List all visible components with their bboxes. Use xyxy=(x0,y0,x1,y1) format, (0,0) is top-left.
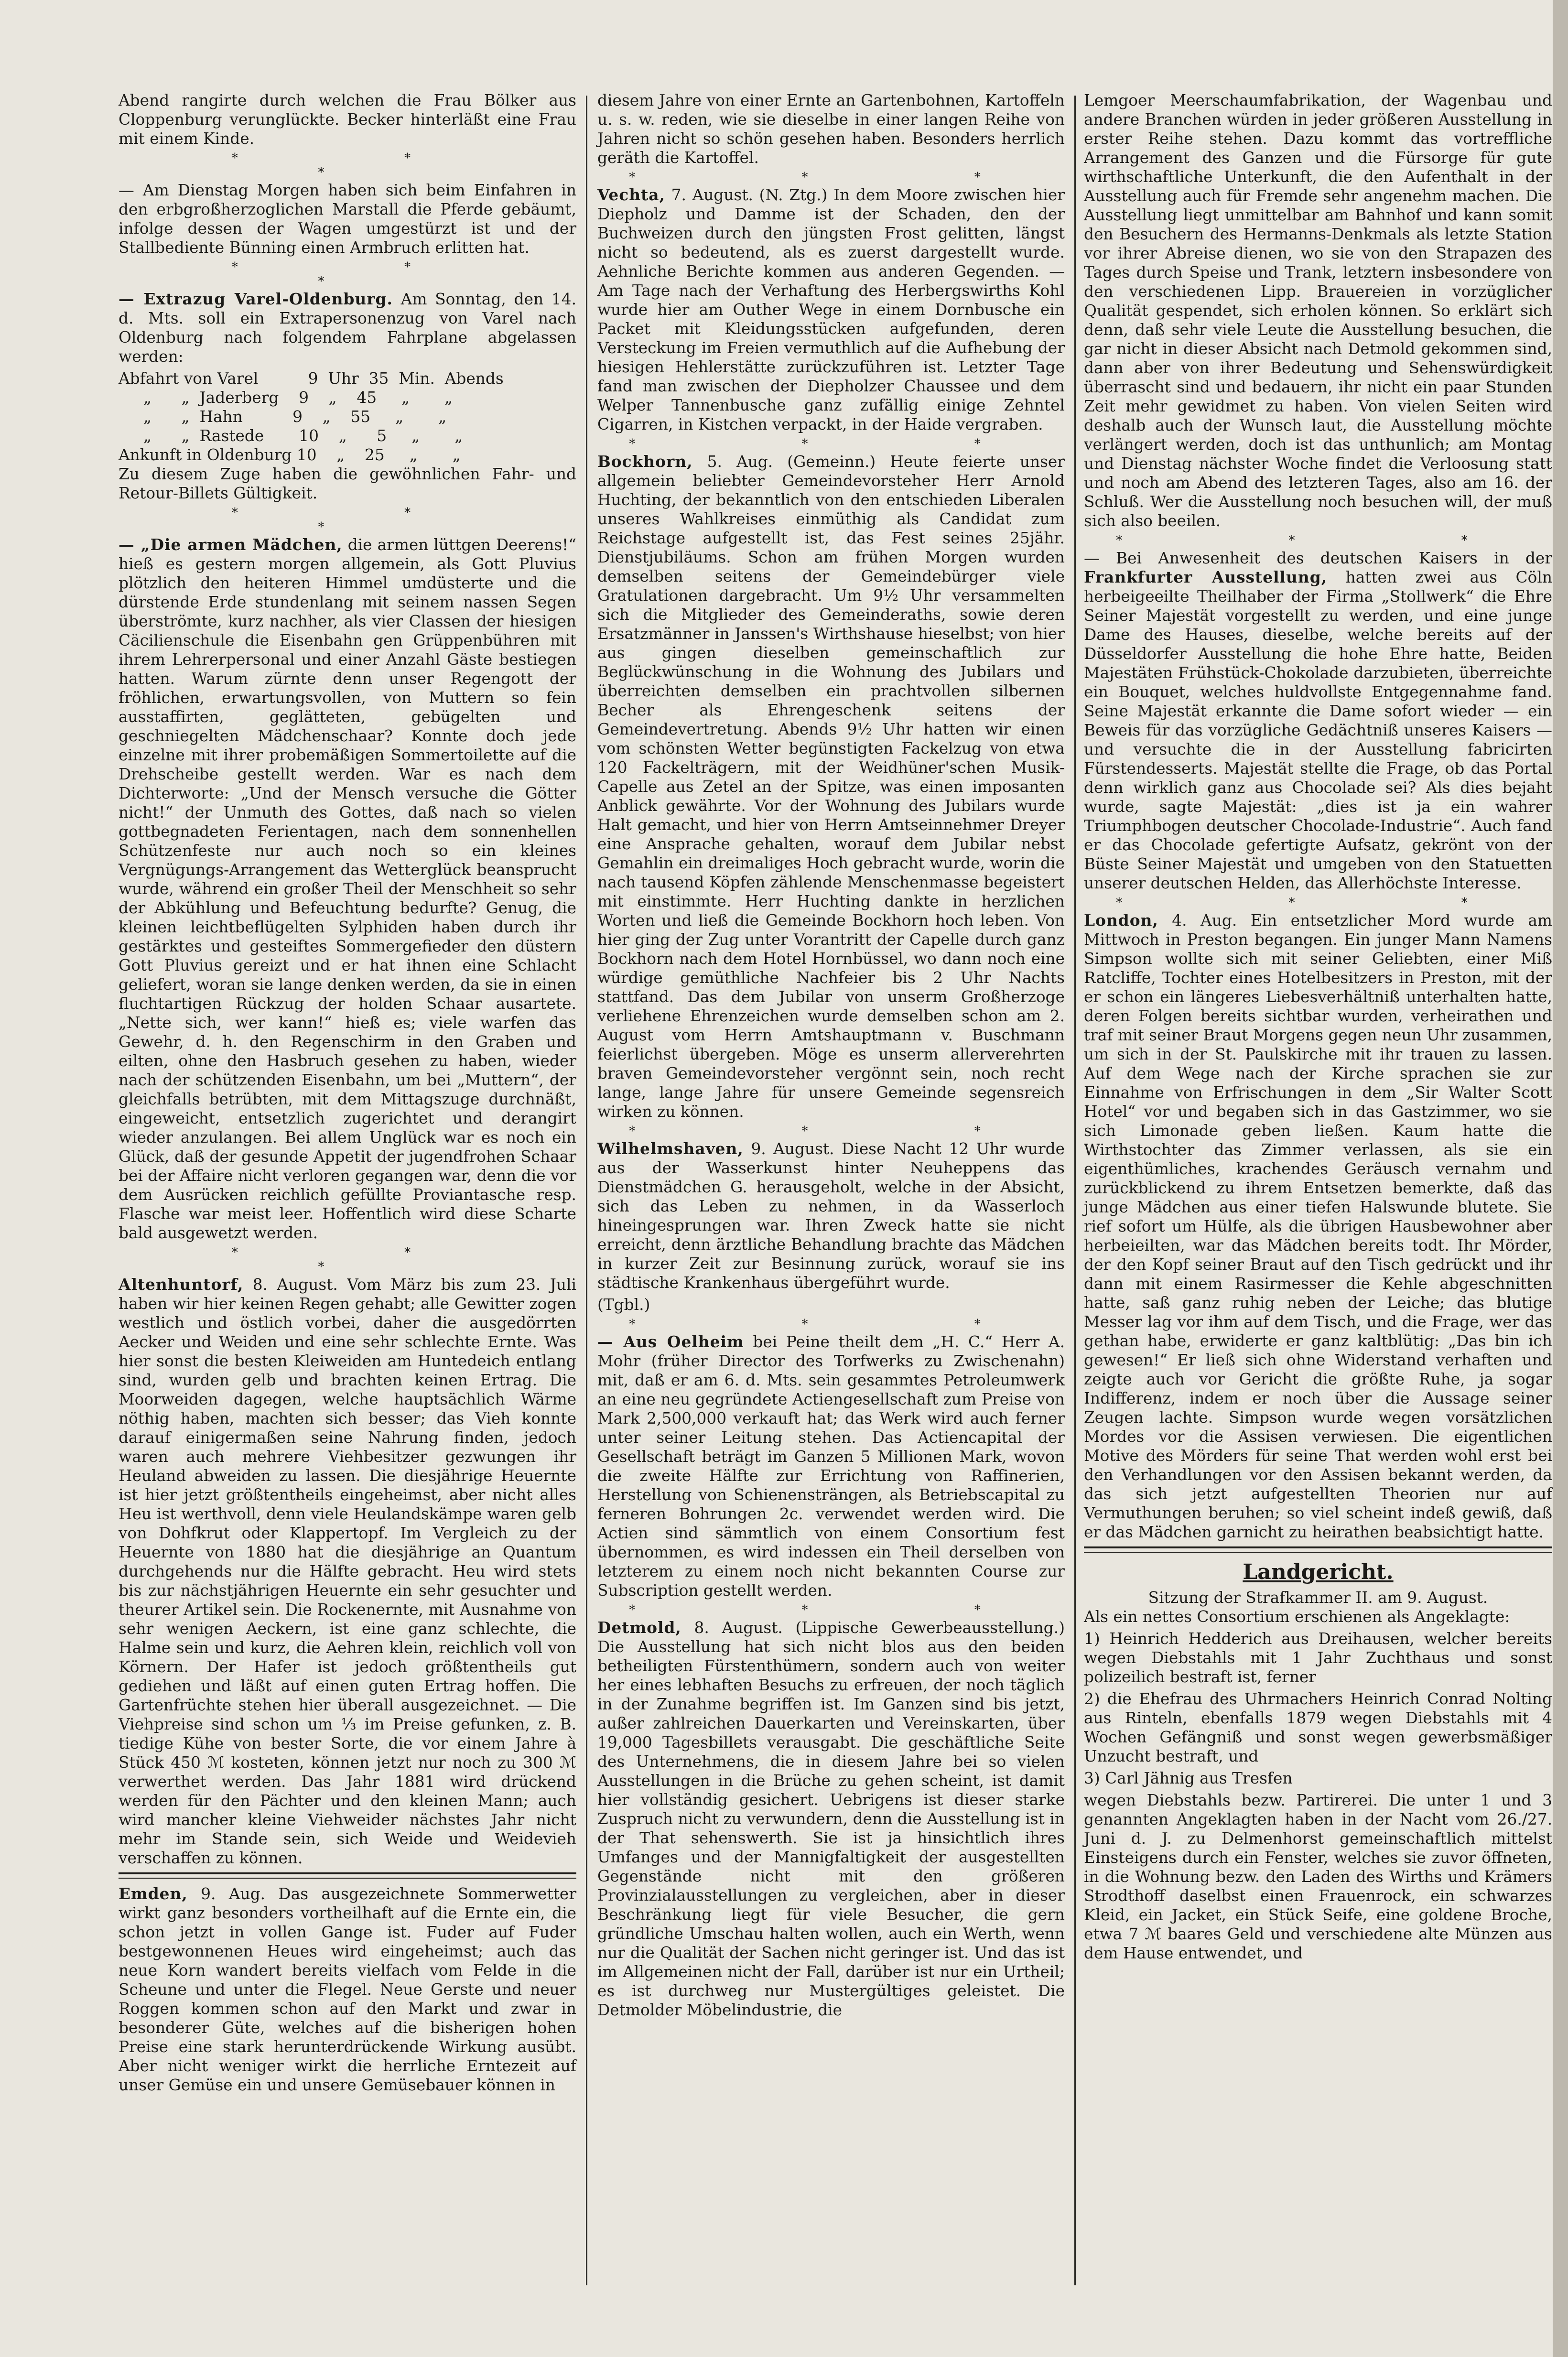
article-extrazug xyxy=(119,290,576,366)
schedule-row: Ankunft in Oldenburg 10 „ 25 „ „ xyxy=(119,446,461,464)
separator-stars: * * * xyxy=(629,1124,1062,1138)
article-body: 8. August. Vom März bis zum 23. Juli haben wir hier keinen Regen gehabt; alle Gewitter zogen westlich und östlich vorbei, daher die ausgedörrten Aecker und Weiden und eine sehr schlechte Ernte. Was hier sonst die besten Kleiweiden am Huntedeich entlang sind, wurden gelb und brachten keinen Ertrag. Die Moorweiden dagegen, welche hauptsächlich Wärme nöthig haben, machten sich besser; das Vieh konnte darauf einigermaßen seine Nahrung finden, jedoch waren auch mehrere Viehbesitzer gezwungen ihr Heuland abweiden zu lassen. Die diesjährige Heuernte ist hier jetzt größtentheils eingeheimst, aber nicht alles Heu ist werthvoll, denn viele Heulandskämpe waren gelb von Dohfkrut oder Klappertopf. Im Vergleich zu der Heuernte von 1880 hat die diesjährige an Quantum durchgehends nur die Hälfte gebracht. Heu wird stets bis zur nächstjährigen Heuernte ein sehr gesuchter und theurer Artikel sein. Die Rockenernte, mit Ausnahme von sehr wenigen Aeckern, ist eine ganz schlechte, die Halme sein und kurz, die Aehren klein, reichlich voll von Körnern. Der Hafer ist jedoch größtentheils gut gediehen und läßt auf einen guten Ertrag hoffen. Die Gartenfrüchte stehen hier überall ausgezeichnet. — Die Viehpreise sind schon um ⅓ im Preise gefunken, z. B. tiedige Kühe von bester Sorte, die vor einem Jahre à Stück 450 ℳ kosteten, können jetzt nur noch zu 300 ℳ verwerthet werden. Das Jahr 1881 wird drückend werden für den Pächter und den kleinen Mann; auch wird mancher kleine Viehweider nächstes Jahr nicht mehr im Stande sein, sich Weide und Weidevieh verschaffen zu können. xyxy=(119,1276,576,1867)
article-heading: Detmold, xyxy=(597,1618,681,1637)
separator-stars: * * * xyxy=(231,1245,492,1274)
article-body: die armen lüttgen Deerens!“ hieß es gestern morgen allgemein, als Gott Pluvius plötzlich den heiteren Himmel umdüsterte und die dürstende Erde stundenlang mit seinem nassen Segen überströmte, kurz nachher, als vier Classen der hiesigen Cäcilienschule die Eisenbahn gen Grüppenbühren mit ihrem Lehrerpersonal und einer Anzahl Gäste bestiegen hatten. Warum zürnte denn unser Regengott der fröhlichen, erwartungsvollen, von Muttern so fein ausstaffirten, geglätteten, gebügelten und geschniegelten Mädchenschaar? Konnte doch jede einzelne mit ihrer probemäßigen Sommertoilette auf die Drehscheibe gestellt werden. War es nach dem Dichterworte: „Und der Mensch versuche die Götter nicht!“ der Unmuth des Gottes, daß nach so vielen gottbegnadeten Ferientagen, nach dem sonnenhellen Schützenfeste nur auch noch so ein kleines Vergnügungs-Arrangement das Wetterglück beansprucht wurde, während ein großer Theil der Menschheit so sehr der Abkühlung und Befeuchtung bedurfte? Genug, die kleinen leichtbeflügelten Sylphiden haben durch ihr gestärktes und gesteiftes Sommergefieder den düstern Gott Pluvius gereizt und er hat ihnen eine Schlacht geliefert, woran sie lange denken werden, da sie in einen fluchtartigen Rückzug der holden Schaar ausartete. „Nette sich, wer kann!“ hieß es; viele warfen das Gewehr, d. h. den Regenschirm in den Graben und eilten, ohne den Hasbruch gesehen zu haben, wieder nach der schützenden Eisenbahn, um bei „Muttern“, der gleichfalls betrübten, mit dem Mittagszuge durchnäßt, eingeweicht, entsetzlich zugerichtet und derangirt wieder anzulangen. Bei allem Unglück war es noch ein Glück, daß der gesunde Appetit der jugendfrohen Schaar bei der Affaire nicht verloren gegangen war, denn die vor dem Ausrücken reichlich gefüllte Proviantasche resp. Flasche war meist leer. Hoffentlich wird diese Scharte bald ausgewetzt werden. xyxy=(119,536,576,1242)
article-altenhuntorf xyxy=(119,1275,576,1868)
article-body: 9. August. Diese Nacht 12 Uhr wurde aus der Wasserkunst hinter Neuheppens das Dienstmädchen G. herausgeholt, welche in der Absicht, sich das Leben zu nehmen, in da Wasserloch hineingesprungen war. Ihren Zweck hatte sie nicht erreicht, denn ärztliche Behandlung brachte das Mädchen in kurzer Zeit zur Besinnung zurück, worauf sie ins städtische Krankenhaus übergeführt wurde. xyxy=(597,1140,1065,1292)
article-intro: — Bei Anwesenheit des deutschen Kaisers in der xyxy=(1084,549,1552,567)
article-body: hatten zwei aus Cöln herbeigeeilte Theilhaber der Firma „Stollwerk“ die Ehre Seiner Majestät vorgestellt zu werden, und eine junge Dame des Hauses, dieselbe, welche bereits auf der Düsseldorfer Ausstellung die hohe Ehre hatte, Beiden Majestäten Frühstück-Chokolade darzubieten, überreichte ein Bouquet, welches huldvollste Entgegennahme fand. Seine Majestät erkannte die Dame sofort wieder — ein Beweis für das vorzügliche Gedächtniß unseres Kaisers — und versuchte die in der Ausstellung fabricirten Fürstendesserts. Majestät stellte die Frage, ob das Portal denn wirklich ganz aus Chocolade sei? Als dies bejaht wurde, sagte Majestät: „dies ist ja ein wahrer Triumphbogen deutscher Chocolade-Industrie“. Auch fand er das Chocolade gefertigte Aufsatz, gekrönt von der Büste Seiner Majestät und umgeben von den Statuetten unserer deutschen Helden, das Allerhöchste Interesse. xyxy=(1084,568,1552,892)
page-edge xyxy=(1553,0,1568,2357)
article-london xyxy=(1084,911,1552,1542)
article-text: Zu diesem Zuge haben die gewöhnlichen Fahr- und Retour-Billets Gültigkeit. xyxy=(119,465,576,502)
article-heading: Wilhelmshaven, xyxy=(597,1139,744,1158)
article-heading: Vechta, xyxy=(597,185,665,204)
article-heading: — Extrazug Varel-Oldenburg. xyxy=(119,290,393,308)
article-frankfurt xyxy=(1084,549,1552,893)
column-1 xyxy=(119,91,576,2319)
article-body: 8. August. (Lippische Gewerbeausstellung.) Die Ausstellung hat sich nicht blos aus den beiden betheiligten Fürstenthümern, sondern auch von weiter her eines lebhaften Besuchs zu erfreuen, der noch täglich in der Zunahme begriffen ist. Im Ganzen sind bis jetzt, außer zahlreichen Dauerkarten und Vereinskarten, über 19,000 Tagesbillets verausgabt. Die geschäftliche Seite des Unternehmens, die in diesem Jahre bei so vielen Ausstellungen in die Brüche zu gehen scheint, ist damit hier vollständig gesichert. Uebrigens ist dieser starke Zuspruch nicht zu verwundern, denn die Ausstellung ist in der That sehenswerth. Sie ist ja hinsichtlich ihres Umfanges und der Mannigfaltigkeit der ausgestellten Gegenstände nicht mit den größeren Provinzialausstellungen zu vergleichen, aber in dieser Beschränkung liegt für viele Besucher, die gern gründliche Umschau halten wollen, auch ein Werth, wenn nur die Qualität der Sachen nicht geringer ist. Und das ist im Allgemeinen nicht der Fall, darüber ist nur ein Urtheil; es ist durchweg nur Mustergültiges geleistet. Die Detmolder Möbelindustrie, die xyxy=(597,1619,1065,2019)
article-body: 5. Aug. (Gemeinn.) Heute feierte unser allgemein beliebter Gemeindevorsteher Herr Arnold Huchting, der bekanntlich von den entschieden Liberalen unseres Wahlkreises einmüthig als Candidat zum Reichstage aufgestellt ist, das Fest seines 25jähr. Dienstjubiläums. Schon am frühen Morgen wurden demselben seitens der Gemeindebürger viele Gratulationen dargebracht. Um 9½ Uhr versammelten sich die Mitglieder des Gemeinderaths, sowie deren Ersatzmänner in Janssen's Wirthshause hieselbst; von hier aus gingen dieselben gemeinschaftlich zur Beglückwünschung in die Wohnung des Jubilars und überreichten demselben ein prachtvollen silbernen Becher als Ehrengeschenk seitens der Gemeindevertretung. Abends 9½ Uhr hatten wir einen vom schönsten Wetter begünstigten Fackelzug von etwa 120 Fackelträgern, mit der Weidhüner'schen Musik-Capelle aus Zetel an der Spitze, was einen imposanten Anblick gewährte. Vor der Wohnung des Jubilars wurde Halt gemacht, und hier von Herrn Amtseinnehmer Dreyer eine Ansprache gehalten, worauf dem Jubilar nebst Gemahlin ein dreimaliges Hoch gebracht wurde, worin die nach tausend Köpfen zählende Menschenmasse begeistert mit einstimmte. Herr Huchting dankte in herzlichen Worten und ließ die Gemeinde Bockhorn hoch leben. Von hier ging der Zug unter Vorantritt der Capelle durch ganz Bockhorn nach dem Hotel Hornbüssel, wo dann noch eine würdige gemüthliche Nachfeier bis 2 Uhr Nachts stattfand. Das dem Jubilar von unserm Großherzoge verliehene Ehrenzeichen wurde demselben schon am 2. August vom Herrn Amtshauptmann v. Buschmann feierlichst übergeben. Möge es unserm allerverehrten braven Gemeindevorsteher vergönnt sein, noch recht lange, lange Jahre für unsere Gemeinde segensreich wirken zu können. xyxy=(597,453,1065,1121)
article-vechta xyxy=(597,185,1065,434)
article-armen-maedchen xyxy=(119,535,576,1243)
article-body: bei Peine theilt dem „H. C.“ Herr A. Mohr (früher Director des Torfwerks zu Zwischenahn) mit, daß er am 6. d. Mts. sein gesammtes Petroleumwerk an eine neu gegründete Actiengesellschaft zum Preise von Mark 2,500,000 verkauft hat; das Werk wird auch ferner unter seiner Leitung stehen. Das Actiencapital der Gesellschaft beträgt im Ganzen 5 Millionen Mark, wovon die zweite Hälfte zur Errichtung von Raffinerien, Herstellung von Schienensträngen, als Betriebscapital zu ferneren Bohrungen 2c. verwendet werden wird. Die Actien sind sämmtlich von einem Consortium fest übernommen, es wird indessen ein Theil derselben von letzterem zu einem noch nicht bekannten Course zur Subscription gestellt werden. xyxy=(597,1333,1065,1600)
article-emden xyxy=(119,1884,576,2095)
separator-stars: * * * xyxy=(231,151,492,180)
source-note: (Tgbl.) xyxy=(597,1296,650,1314)
defendant-item: 2) die Ehefrau des Uhrmachers Heinrich Conrad Nolting aus Rinteln, ebenfalls 1879 wegen Diebstahls mit 4 Wochen Gefängniß und sonst wegen gewerbsmäßiger Unzucht bestraft, und xyxy=(1084,1690,1552,1765)
article-heading: London, xyxy=(1084,911,1158,930)
article-heading: — „Die armen Mädchen, xyxy=(119,535,343,554)
column-3 xyxy=(1084,91,1552,2319)
article-heading: Bockhorn, xyxy=(597,452,693,471)
schedule-row: „ „ Hahn 9 „ 55 „ „ xyxy=(119,408,447,426)
article-bockhorn xyxy=(597,452,1065,1121)
separator-stars: * * * xyxy=(1116,896,1549,910)
article-heading: Frankfurter Ausstellung, xyxy=(1084,568,1328,586)
article-text: wegen Diebstahls bezw. Partirerei. Die unter 1 und 3 genannten Angeklagten haben in der Nacht vom 26./27. Juni d. J. zu Delmenhorst gemeinschaftlich mittelst Einsteigens durch ein Fenster, welches sie zuvor öffneten, in die Wohnung bezw. den Laden des Wirths und Krämers Strodthoff daselbst einen Frauenrock, ein schwarzes Kleid, ein Jacket, ein Stück Seife, eine goldene Broche, etwa 7 ℳ baares Geld und verschiedene alte Münzen aus dem Hause entwendet, und xyxy=(1084,1791,1552,1962)
article-wilhelmshaven xyxy=(597,1139,1065,1292)
article-heading: Altenhuntorf, xyxy=(119,1275,244,1294)
column-rule xyxy=(586,96,587,2285)
column-rule xyxy=(1074,96,1076,2285)
article-body: 4. Aug. Ein entsetzlicher Mord wurde am Mittwoch in Preston begangen. Ein junger Mann Namens Simpson wollte sich mit seiner Geliebten, einer Miß Ratcliffe, Tochter eines Hotelbesitzers in Preston, mit der er schon ein längeres Liebesverhältniß unterhalten hatte, deren Folgen bereits sichtbar wurden, verheirathen und traf mit seiner Braut Morgens gegen neun Uhr zusammen, um sich in der St. Paulskirche mit ihr trauen zu lassen. Auf dem Wege nach der Kirche sprachen sie zur Einnahme von Erfrischungen in dem „Sir Walter Scott Hotel“ vor und begaben sich in das Gastzimmer, wo sie sich Limonade geben ließen. Kaum hatte die Wirthstochter das Zimmer verlassen, als sie ein eigenthümliches, krachendes Geräusch vernahm und zurückblickend zu ihrem Entsetzen bemerkte, daß das junge Mädchen aus einer tiefen Halswunde blutete. Sie rief sofort um Hülfe, als die übrigen Hausbewohner aber herbeieilten, war das Mädchen bereits todt. Ihr Mörder, der den Kopf seiner Braut auf den Tisch gedrückt und ihr dann mit einem Rasirmesser die Kehle abgeschnitten hatte, saß ganz ruhig neben der Leiche; das blutige Messer lag vor ihm auf dem Tisch, und die Frage, wer das gethan habe, erwiderte er ganz kaltblütig: „Das bin ich gewesen!“ Er ließ sich ohne Widerstand verhaften und zeigte auch vor Gericht die größte Ruhe, ja sogar Indifferenz, indem er noch über die Aussage seiner Zeugen lachte. Simpson wurde wegen vorsätzlichen Mordes vor die Assisen verwiesen. Die eigentlichen Motive des Mörders für seine That werden wohl erst bei den Verhandlungen vor den Assisen bekannt werden, da das sich jetzt aufgestellten Theorien nur auf Vermuthungen beruhen; so viel scheint indeß gewiß, daß er das Mädchen garnicht zu heirathen beabsichtigt hatte. xyxy=(1084,911,1552,1541)
defendant-item: 1) Heinrich Hedderich aus Dreihausen, welcher bereits wegen Diebstahls mit 1 Jahr Zuchthaus und sonst polizeilich bestraft ist, ferner xyxy=(1084,1630,1552,1686)
article-text: — Am Dienstag Morgen haben sich beim Einfahren in den erbgroßherzoglichen Marstall die Pferde gebäumt, infolge dessen der Wagen umgestürzt ist und der Stallbediente Bünning einen Armbruch erlitten hat. xyxy=(119,181,576,257)
separator-stars: * * * xyxy=(629,1317,1062,1331)
article-body: 7. August. (N. Ztg.) In dem Moore zwischen hier Diepholz und Damme ist der Schaden, den der Buchweizen durch den jüngsten Frost gelitten, längst nicht so bedeutend, als es zuerst dargestellt wurde. Aehnliche Berichte kommen aus anderen Gegenden. — Am Tage nach der Verhaftung des Herbergswirths Kohl wurde hier am Outher Wege in einem Dornbusche ein Packet mit Kleidungsstücken aufgefunden, deren Versteckung im Freien vermuthlich auf die Aufhebung der hiesigen Hehlerstätte zurückzuführen ist. Letzter Tage fand man zwischen der Diepholzer Chaussee und dem Welper Tannenbusche ganz zufällig einige Zehntel Cigarren, in Kistchen verpackt, in der Haide vergraben. xyxy=(597,186,1065,433)
article-oelheim xyxy=(597,1332,1065,1600)
section-divider xyxy=(119,1872,576,1879)
article-body: Am Sonntag, den 14. d. Mts. soll ein Extrapersonenzug von Varel nach Oldenburg nach folgendem Fahrplane abgelassen werden: xyxy=(119,290,576,366)
schedule-row: „ „ Rastede 10 „ 5 „ „ xyxy=(119,427,463,445)
separator-stars: * * * xyxy=(1116,533,1549,548)
article-text: diesem Jahre von einer Ernte an Gartenbohnen, Kartoffeln u. s. w. reden, wie sie dieselbe in einer langen Reihe von Jahren nicht so schön gesehen haben. Besonders herrlich geräth die Kartoffel. xyxy=(597,91,1065,167)
article-heading: Emden, xyxy=(119,1884,188,1903)
article-text: Lemgoer Meerschaumfabrikation, der Wagenbau und andere Branchen würden in jeder größeren Ausstellung in erster Reihe stehen. Dazu kommt das vortreffliche Arrangement des Ganzen und die Fürsorge für gute wirthschaftliche Unterkunft, die den Aufenthalt in der Ausstellung auch für Fremde sehr angenehm machen. Die Ausstellung liegt unmittelbar am Bahnhof und kann somit den Besuchern des Hermanns-Denkmals als letzte Station vor ihrer Abreise dienen, wo sie von den Strapazen des Tages durch Speise und Trank, letztern insbesondere von den verschiedenen Lipp. Brauereien in vorzüglicher Qualität gespendet, sich erholen können. So erklärt sich denn, daß sehr viele Leute die Ausstellung besuchen, die gar nicht in dieser Absicht nach Detmold gekommen sind, dann aber von ihrer Bedeutung und Sehenswürdigkeit überrascht sind und bedauern, ihr nicht ein paar Stunden Zeit mehr gewidmet zu haben. Von vielen Seiten wird deshalb auch der Wunsch laut, die Ausstellung möchte verlängert werden, doch ist das unthunlich; am Montag und Dienstag nächster Woche findet die Verloosung statt und noch am Abend des letzteren Tages, also am 16. der Schluß. Wer die Ausstellung noch besuchen will, der muß sich also beeilen. xyxy=(1084,91,1552,530)
article-text: Abend rangirte durch welchen die Frau Bölker aus Cloppenburg verunglückte. Becker hinterläßt eine Frau mit einem Kinde. xyxy=(119,91,576,148)
section-divider xyxy=(1084,1546,1552,1553)
column-2 xyxy=(597,91,1065,2319)
separator-stars: * * * xyxy=(231,506,492,534)
article-body: 9. Aug. Das ausgezeichnete Sommerwetter wirkt ganz besonders vortheilhaft auf die Ernte ein, die schon jetzt in vollen Gange ist. Fuder auf Fuder bestgewonnenen Heues wird eingeheimst; auch das neue Korn wandert bereits vielfach vom Felde in die Scheune und unter die Flegel. Neue Gerste und neuer Roggen kommen schon auf den Markt und zwar in besonderer Güte, welches auf die bisherigen hohen Preise eine stark herunterdrückende Wirkung ausübt. Aber nicht weniger wirkt die herrliche Erntezeit auf unser Gemüse ein und unsere Gemüsebauer können in xyxy=(119,1885,576,2094)
defendant-item: 3) Carl Jähnig aus Tresfen xyxy=(1084,1769,1293,1787)
separator-stars: * * * xyxy=(629,437,1062,451)
session-line: Sitzung der Strafkammer II. am 9. August. xyxy=(1148,1589,1488,1607)
train-schedule xyxy=(119,369,576,465)
schedule-row: „ „ Jaderberg 9 „ 45 „ „ xyxy=(119,389,453,407)
section-title: Landgericht. xyxy=(1243,1560,1394,1584)
article-detmold xyxy=(597,1618,1065,2020)
separator-stars: * * * xyxy=(231,260,492,289)
separator-stars: * * * xyxy=(629,170,1062,184)
article-text: Als ein nettes Consortium erschienen als Angeklagte: xyxy=(1084,1608,1510,1626)
schedule-row: Abfahrt von Varel 9 Uhr 35 Min. Abends xyxy=(119,369,504,388)
separator-stars: * * * xyxy=(629,1603,1062,1617)
article-heading: — Aus Oelheim xyxy=(597,1332,744,1351)
